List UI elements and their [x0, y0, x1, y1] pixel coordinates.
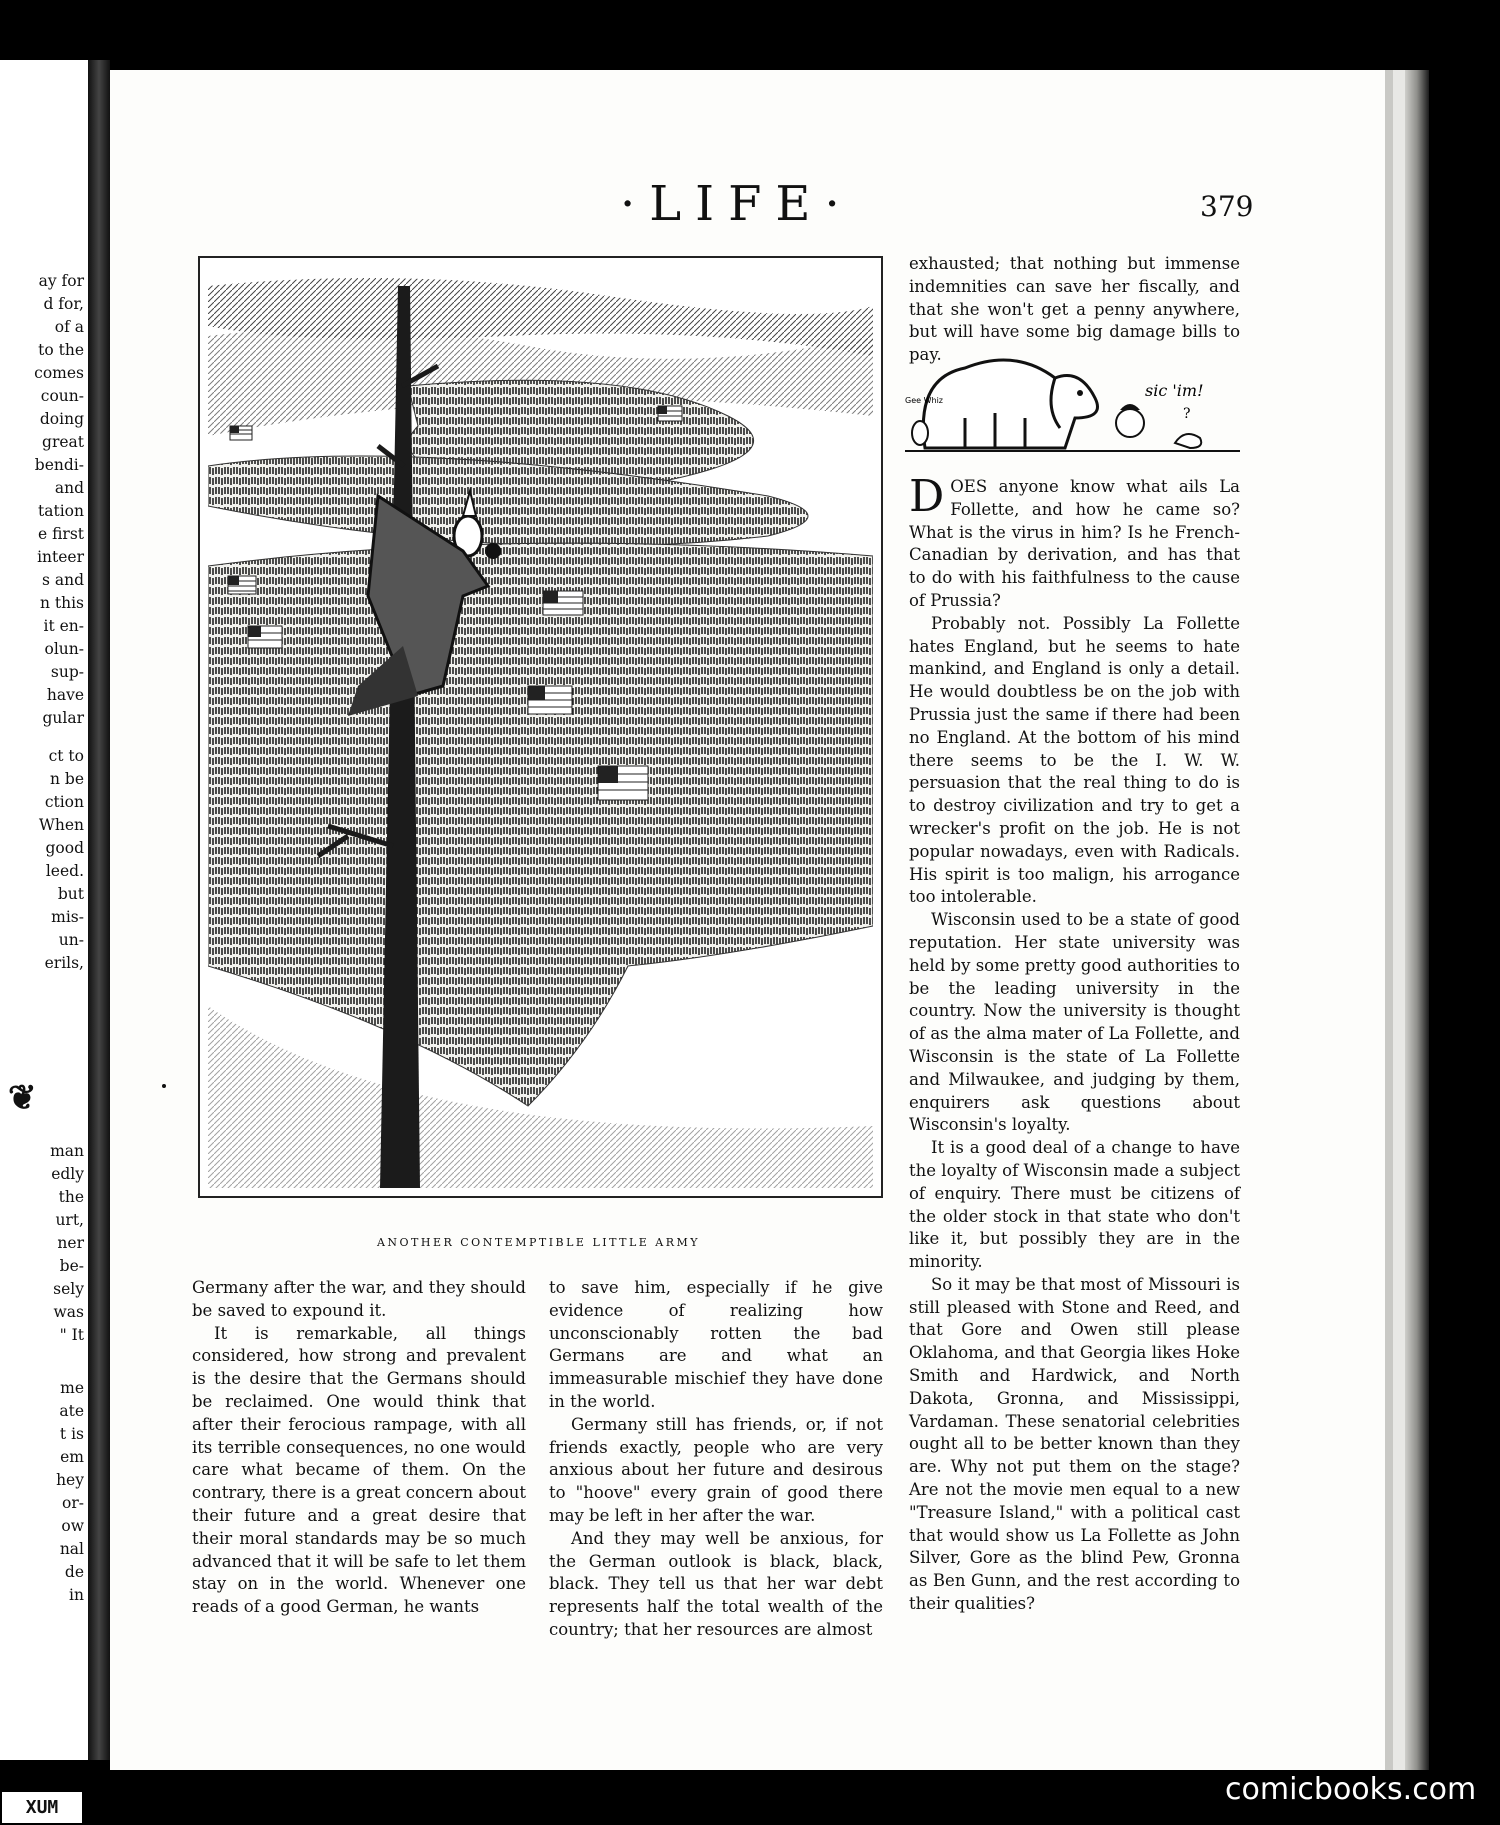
left-page-line: ow: [61, 1517, 84, 1535]
paragraph: Probably not. Possibly La Follette hates England, but he seems to hate mankind, and England is only a detail. He would doubtless be on the job with Prussia just the same if there had been no England. At the bottom of his mind there seems to be the I. W. W. persuasion that the real thing to do is to destroy civilization and try to get a wrecker's profit on the job. He is not popular nowadays, even with Radicals. His spirit is too malign, his arrogance too intolerable.: [909, 613, 1240, 907]
illustration-caption: ANOTHER CONTEMPTIBLE LITTLE ARMY: [376, 1236, 701, 1249]
left-page-line: great: [42, 433, 84, 451]
left-page-line: man: [50, 1142, 84, 1160]
dog-cartoon-illustration: [905, 338, 1240, 458]
left-page-line: of a: [54, 318, 84, 336]
left-page-line: but: [57, 885, 84, 903]
paragraph: Germany after the war, and they should be saved to expound it.: [192, 1278, 526, 1320]
left-page-line: and: [54, 479, 84, 497]
left-page-line: ct to: [48, 747, 84, 765]
left-page-line: inteer: [37, 548, 84, 566]
left-page-line: bendi-: [34, 456, 84, 474]
left-page-line: leed.: [45, 862, 84, 880]
left-page-line: be-: [59, 1257, 84, 1275]
left-page-line: mis-: [51, 908, 84, 926]
left-page-line: e first: [37, 525, 84, 543]
paragraph: It is remarkable, all things considered, how strong and prevalent is the desire that the Germans should be reclaimed. One would think that after their ferocious rampage, with all its terrible consequences, no one would care what became of them. On the contrary, there is a great concern about their future and a great desire that their moral standards may be so much advanced that it will be safe to let them stay on in the world. Whenever one reads of a good German, he wants: [192, 1323, 526, 1617]
text-column-1: [192, 1277, 526, 1619]
drop-cap: D: [909, 471, 945, 522]
left-page-line: ate: [59, 1402, 84, 1420]
left-page-line: d for,: [43, 295, 84, 313]
left-page-line: good: [45, 839, 84, 857]
left-page-line: " It: [59, 1326, 84, 1344]
left-page-line: erils,: [44, 954, 84, 972]
paragraph: And they may well be anxious, for the German outlook is black, black, black. They tell us that her war debt represents half the total wealth of the country; that her resources are almost: [549, 1528, 883, 1639]
left-page-line: de: [64, 1563, 84, 1581]
magazine-title: ·LIFE·: [620, 176, 854, 232]
question-mark: ?: [1183, 406, 1191, 422]
watermark: comicbooks.com: [1225, 1772, 1477, 1807]
left-page-line: or-: [62, 1494, 84, 1512]
left-page-line: me: [60, 1379, 84, 1397]
left-page-line: edly: [51, 1165, 84, 1183]
left-page-line: nal: [59, 1540, 84, 1558]
left-page-line: it en-: [43, 617, 84, 635]
ornament-icon: ❦: [8, 1078, 37, 1118]
left-page-line: gular: [42, 709, 84, 727]
left-page-line: t is: [59, 1425, 84, 1443]
source-tag: XUM: [0, 1790, 84, 1825]
page-edge: [1405, 70, 1429, 1770]
left-page-line: have: [46, 686, 84, 704]
paragraph: Germany still has friends, or, if not friends exactly, people who are very anxious about her future and desirous to "hoove" every grain of good there may be left in her after the war.: [549, 1414, 883, 1525]
left-page-line: doing: [39, 410, 84, 428]
book-gutter: [88, 60, 110, 1760]
page-number: 379: [1200, 190, 1254, 223]
left-page-line: in: [69, 1586, 84, 1604]
left-page-line: coun-: [40, 387, 84, 405]
left-page-line: ner: [57, 1234, 84, 1252]
paragraph: to save him, especially if he give evidence of realizing how unconscionably rotten the bad Germans are and what an immeasurable mischief they have done in the world.: [549, 1278, 883, 1411]
print-speck: [162, 1084, 166, 1088]
left-page-line: ay for: [38, 272, 84, 290]
paragraph: It is a good deal of a change to have the loyalty of Wisconsin made a subject of enquiry. There must be citizens of the older stock in that state who don't like it, but possibly they are in the minority.: [909, 1138, 1240, 1272]
small-label: Gee Whiz: [905, 396, 943, 405]
left-page-line: olun-: [44, 640, 84, 658]
cartoon-drawing: [208, 266, 873, 1188]
left-page-line: s and: [41, 571, 84, 589]
left-page-line: un-: [58, 931, 84, 949]
left-page-line: em: [60, 1448, 84, 1466]
left-page-line: When: [38, 816, 84, 834]
text-column-2: [549, 1277, 883, 1642]
speech-text: sic 'im!: [1145, 381, 1204, 400]
left-page-line: sup-: [50, 663, 84, 681]
text-column-3: [909, 471, 1240, 1616]
left-page-line: hey: [56, 1471, 84, 1489]
cartoon-illustration: [198, 256, 883, 1198]
left-page-fragment: [0, 60, 88, 1760]
left-page-line: n this: [39, 594, 84, 612]
left-page-line: n be: [49, 770, 84, 788]
left-page-line: the: [58, 1188, 84, 1206]
paragraph: DOES anyone know what ails La Follette, and how he came so? What is the virus in him? Is he French-Canadian by derivation, and has that to do with his faithfulness to the cause of Prussia?: [909, 471, 1240, 610]
paragraph: Wisconsin used to be a state of good reputation. Her state university was held by some pretty good authorities to be the leading university in the country. Now the university is thought of as the alma mater of La Follette, and Wisconsin is the state of La Follette and Milwaukee, and judging by them, enquirers ask questions about Wisconsin's loyalty.: [909, 910, 1240, 1135]
left-page-line: tation: [38, 502, 84, 520]
paragraph: exhausted; that nothing but immense indemnities can save her fiscally, and that she won't get a penny anywhere, but will have some big damage bills to pay.: [909, 254, 1240, 365]
left-page-line: ction: [44, 793, 84, 811]
left-page-line: comes: [34, 364, 84, 382]
paragraph: So it may be that most of Missouri is still pleased with Stone and Reed, and that Gore and Owen still please Oklahoma, and that Georgia likes Hoke Smith and Hardwick, and North Dakota, Gronna, and Mississippi, Vardaman. These senatorial celebrities ought all to be better known than they are. Why not put them on the stage? Are not the movie men equal to a new "Treasure Island," with a political cast that would show us La Follette as John Silver, Gore as the blind Pew, Gronna as Ben Gunn, and the rest according to their qualities?: [909, 1274, 1240, 1614]
left-page-line: sely: [53, 1280, 84, 1298]
left-page-line: was: [53, 1303, 84, 1321]
left-page-line: to the: [38, 341, 84, 359]
left-page-line: urt,: [55, 1211, 84, 1229]
